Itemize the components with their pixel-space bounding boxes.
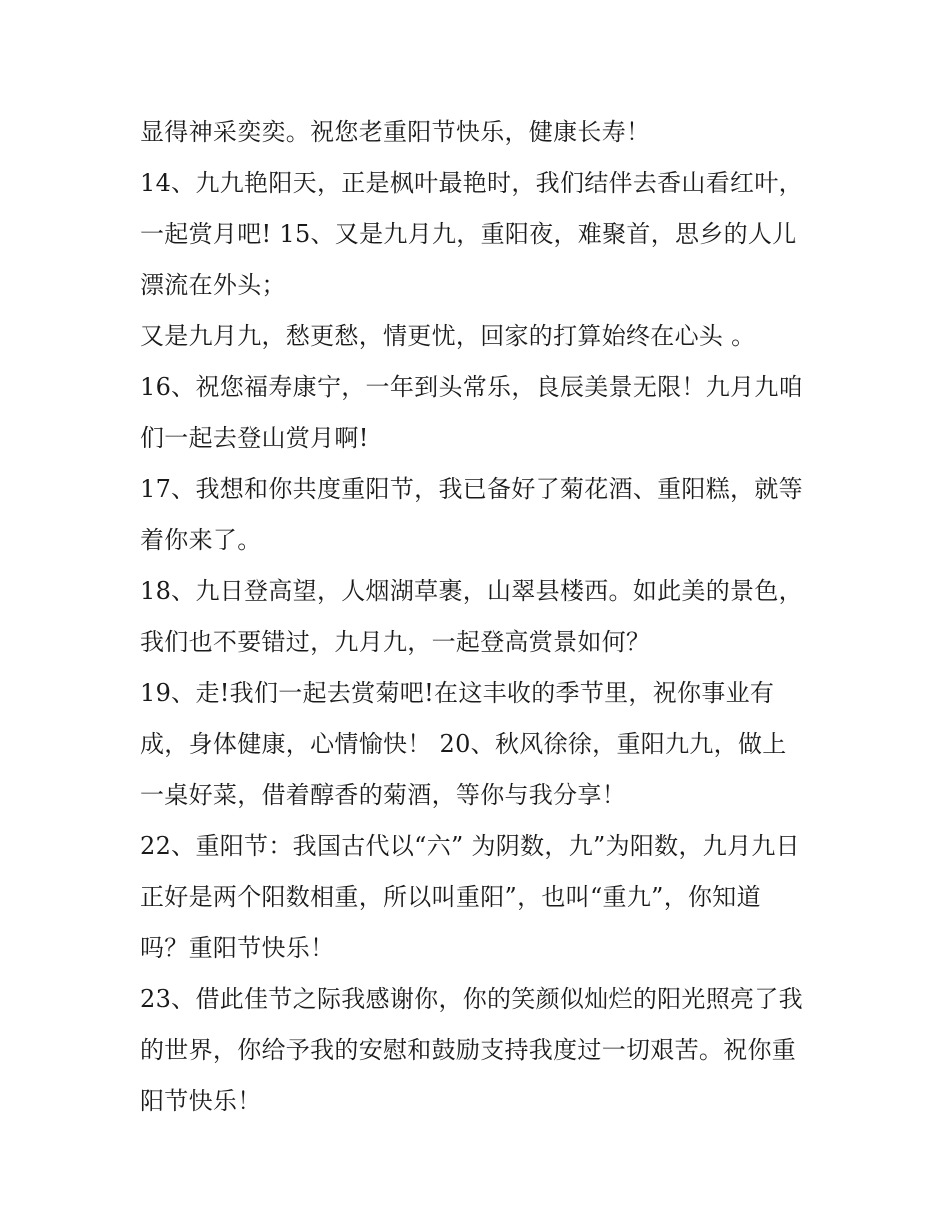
text-line: 一桌好菜，借着醇香的菊酒，等你与我分享！ <box>140 781 626 809</box>
text-line: 漂流在外头； <box>140 271 286 299</box>
text-line: 阳节快乐！ <box>140 1087 262 1115</box>
text-line: 一起赏月吧! 15、又是九月九，重阳夜，难聚首，思乡的人儿 <box>140 220 797 248</box>
text-line: 吗？重阳节快乐！ <box>140 934 335 962</box>
text-line: 14、九九艳阳天，正是枫叶最艳时，我们结伴去香山看红叶， <box>140 169 803 197</box>
document-body <box>140 107 840 1127</box>
text-line: 成，身体健康，心情愉快！ 20、秋风徐徐，重阳九九，做上 <box>140 730 787 758</box>
text-line: 又是九月九，愁更愁，情更忧，回家的打算始终在心头 。 <box>140 322 756 350</box>
text-line: 的世界，你给予我的安慰和鼓励支持我度过一切艰苦。祝你重 <box>140 1036 797 1064</box>
text-line: 19、走!我们一起去赏菊吧!在这丰收的季节里，祝你事业有 <box>140 679 775 707</box>
text-line: 17、我想和你共度重阳节，我已备好了菊花酒、重阳糕，就等 <box>140 475 803 503</box>
text-line: 16、祝您福寿康宁，一年到头常乐，良辰美景无限！九月九咱 <box>140 373 803 401</box>
text-line: 正好是两个阳数相重，所以叫重阳”，也叫“重九”，你知道 <box>140 883 761 911</box>
text-line: 18、九日登高望，人烟湖草裹，山翠县楼西。如此美的景色， <box>140 577 803 605</box>
text-line: 着你来了。 <box>140 526 262 554</box>
text-line: 23、借此佳节之际我感谢你，你的笑颜似灿烂的阳光照亮了我 <box>140 985 803 1013</box>
text-line: 我们也不要错过，九月九，一起登高赏景如何？ <box>140 628 651 656</box>
text-line: 22、重阳节：我国古代以“六” 为阴数，九”为阳数，九月九日 <box>140 832 800 860</box>
text-line: 们一起去登山赏月啊! <box>140 424 369 452</box>
text-line: 显得神采奕奕。祝您老重阳节快乐，健康长寿！ <box>140 118 651 146</box>
